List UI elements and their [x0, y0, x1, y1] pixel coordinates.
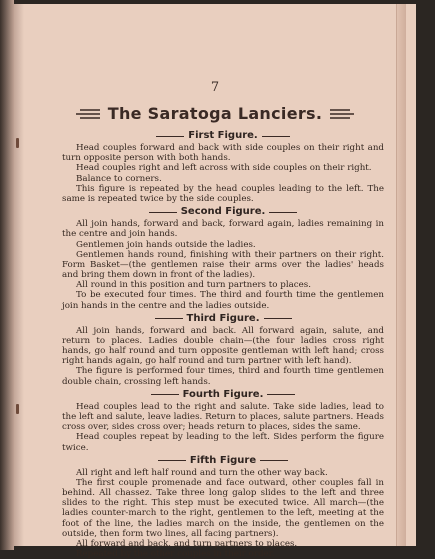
page-number: 7 — [210, 80, 220, 95]
figure-heading-text: Third Figure. — [186, 312, 260, 324]
figure-heading — [62, 456, 384, 466]
figure-heading — [62, 207, 384, 217]
heading-rule — [151, 394, 179, 395]
binding-mark — [16, 138, 19, 148]
book-page — [14, 4, 416, 559]
paragraph: All join hands, forward and back. All forward again, salute, and return to places. Ladies double chain—(the four ladies cross right hands, go half round and turn opposite gentleman with left hand; cross right hands again, go half round and turn partner with left hand). — [62, 325, 384, 367]
heading-rule — [267, 394, 295, 395]
paragraph: All round in this position and turn partners to places. — [76, 280, 312, 291]
right-flourish-icon — [328, 107, 354, 121]
heading-rule — [260, 460, 288, 461]
heading-rule — [149, 212, 177, 213]
paragraph: Head couples right and left across with side couples on their right. — [76, 163, 372, 174]
paragraph: Gentlemen hands round, finishing with their partners on their right. Form Basket—(the gentlemen raise their arms over the ladies' heads and bring them down in front of the ladies). — [62, 249, 384, 281]
figure-heading — [62, 314, 384, 324]
title-row — [14, 104, 416, 123]
figure-heading — [62, 390, 384, 400]
figure-heading-text: Second Figure. — [180, 206, 266, 218]
figure-heading — [62, 131, 384, 141]
page-title: The Saratoga Lanciers. — [107, 104, 323, 123]
paragraph: All join hands, forward and back, forward again, ladies remaining in the centre and join hands. — [62, 219, 384, 240]
heading-rule — [158, 460, 186, 461]
paragraph: This figure is repeated by the head couples leading to the left. The same is repeated twice by the side couples. — [62, 183, 384, 204]
paragraph: All forward and back, and turn partners to places. — [76, 538, 298, 549]
binding-mark — [16, 404, 19, 414]
dance-instructions — [62, 128, 384, 559]
paragraph: To be executed four times. The third and fourth time the gentlemen join hands in the centre and the ladies outside. — [62, 290, 384, 311]
book-spine — [0, 0, 14, 550]
paragraph: Gentlemen join hands outside the ladies. — [76, 239, 256, 250]
paragraph: The figure is performed four times, third and fourth time gentlemen double chain, crossing left hands. — [62, 366, 384, 387]
figure-heading-text: Fourth Figure. — [182, 388, 264, 400]
figure-heading-text: First Figure. — [188, 130, 258, 141]
heading-rule — [155, 318, 183, 319]
heading-rule — [269, 212, 297, 213]
heading-rule — [264, 318, 292, 319]
paragraph: Head couples forward and back with side couples on their right and turn opposite person with both hands. — [62, 143, 384, 164]
heading-rule — [156, 136, 184, 137]
paragraph: Balance to corners. — [76, 173, 162, 184]
paragraph: All right and left half round and turn the other way back. — [76, 467, 328, 478]
paragraph: Head couples lead to the right and salute. Take side ladies, lead to the left and salute, leave ladies. Return to places, salute partners. Heads cross over, sides cross over; heads return to places, sides the same. — [62, 401, 384, 433]
figure-heading-text: Fifth Figure — [189, 454, 257, 466]
left-flourish-icon — [76, 107, 102, 121]
paragraph: Head couples repeat by leading to the left. Sides perform the figure twice. — [62, 432, 384, 453]
paragraph: Repeated by the other couples in their order. — [76, 549, 275, 559]
heading-rule — [262, 136, 290, 137]
paragraph: The first couple promenade and face outward, other couples fall in behind. All chassez. Take three long galop slides to the left and three slides to the right. This step must be executed twice. All march—(the ladies counter-march to the right, gentlemen to the left, meeting at the foot of the line, the ladies march on the inside, the gentlemen on the outside, then form two lines, all facing partners). — [62, 478, 384, 539]
